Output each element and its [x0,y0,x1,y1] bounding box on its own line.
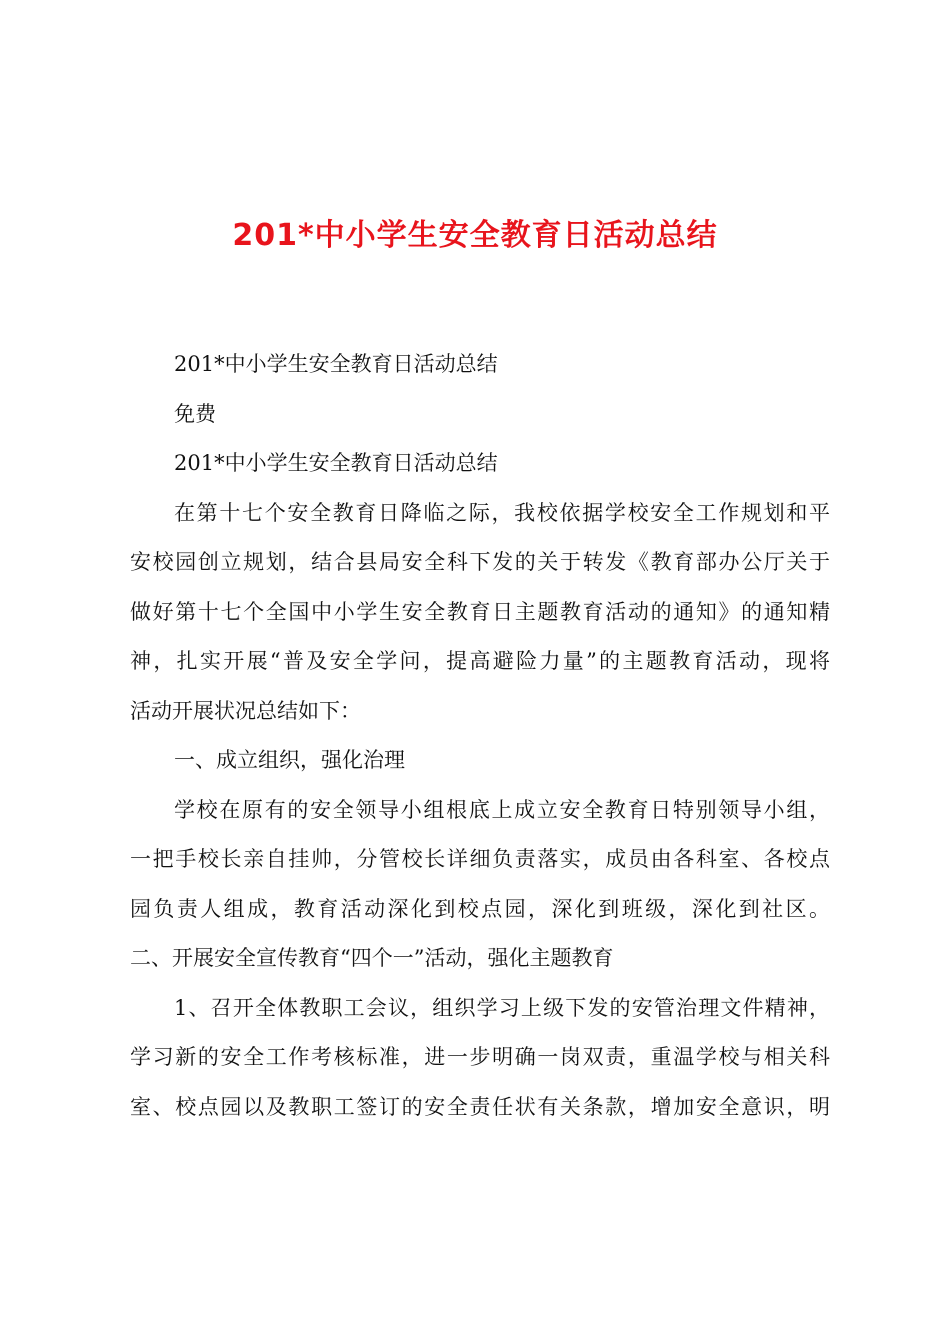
paragraph-line: 安校园创立规划，结合县局安全科下发的关于转发《教育部办公厅关于 [130,550,830,574]
document-body [130,340,830,1132]
subtitle-line-repeat: 201*中小学生安全教育日活动总结 [174,451,498,475]
subtitle-line: 201*中小学生安全教育日活动总结 [174,352,498,376]
free-label: 免费 [174,401,216,426]
section-heading: 一、成立组织，强化治理 [174,748,405,772]
paragraph-line: 一把手校长亲自挂帅，分管校长详细负责落实，成员由各科室、各校点 [130,847,830,871]
paragraph-line: 1、召开全体教职工会议，组织学习上级下发的安管治理文件精神， [174,995,830,1020]
paragraph-line: 神，扎实开展“普及安全学问，提高避险力量”的主题教育活动，现将 [130,649,830,673]
paragraph-line: 学习新的安全工作考核标准，进一步明确一岗双责，重温学校与相关科 [130,1045,830,1069]
paragraph-line: 活动开展状况总结如下： [130,698,361,723]
paragraph-line: 园负责人组成，教育活动深化到校点园，深化到班级，深化到社区。 [130,896,830,921]
paragraph-line: 在第十七个安全教育日降临之际，我校依据学校安全工作规划和平 [174,500,830,525]
paragraph-line: 室、校点园以及教职工签订的安全责任状有关条款，增加安全意识，明 [130,1094,830,1119]
document-title: 201*中小学生安全教育日活动总结 [232,218,718,253]
paragraph-line: 做好第十七个全国中小学生安全教育日主题教育活动的通知》的通知精 [130,599,830,624]
paragraph-line: 学校在原有的安全领导小组根底上成立安全教育日特别领导小组， [174,797,830,822]
section-heading: 二、开展安全宣传教育“四个一”活动，强化主题教育 [130,946,614,970]
